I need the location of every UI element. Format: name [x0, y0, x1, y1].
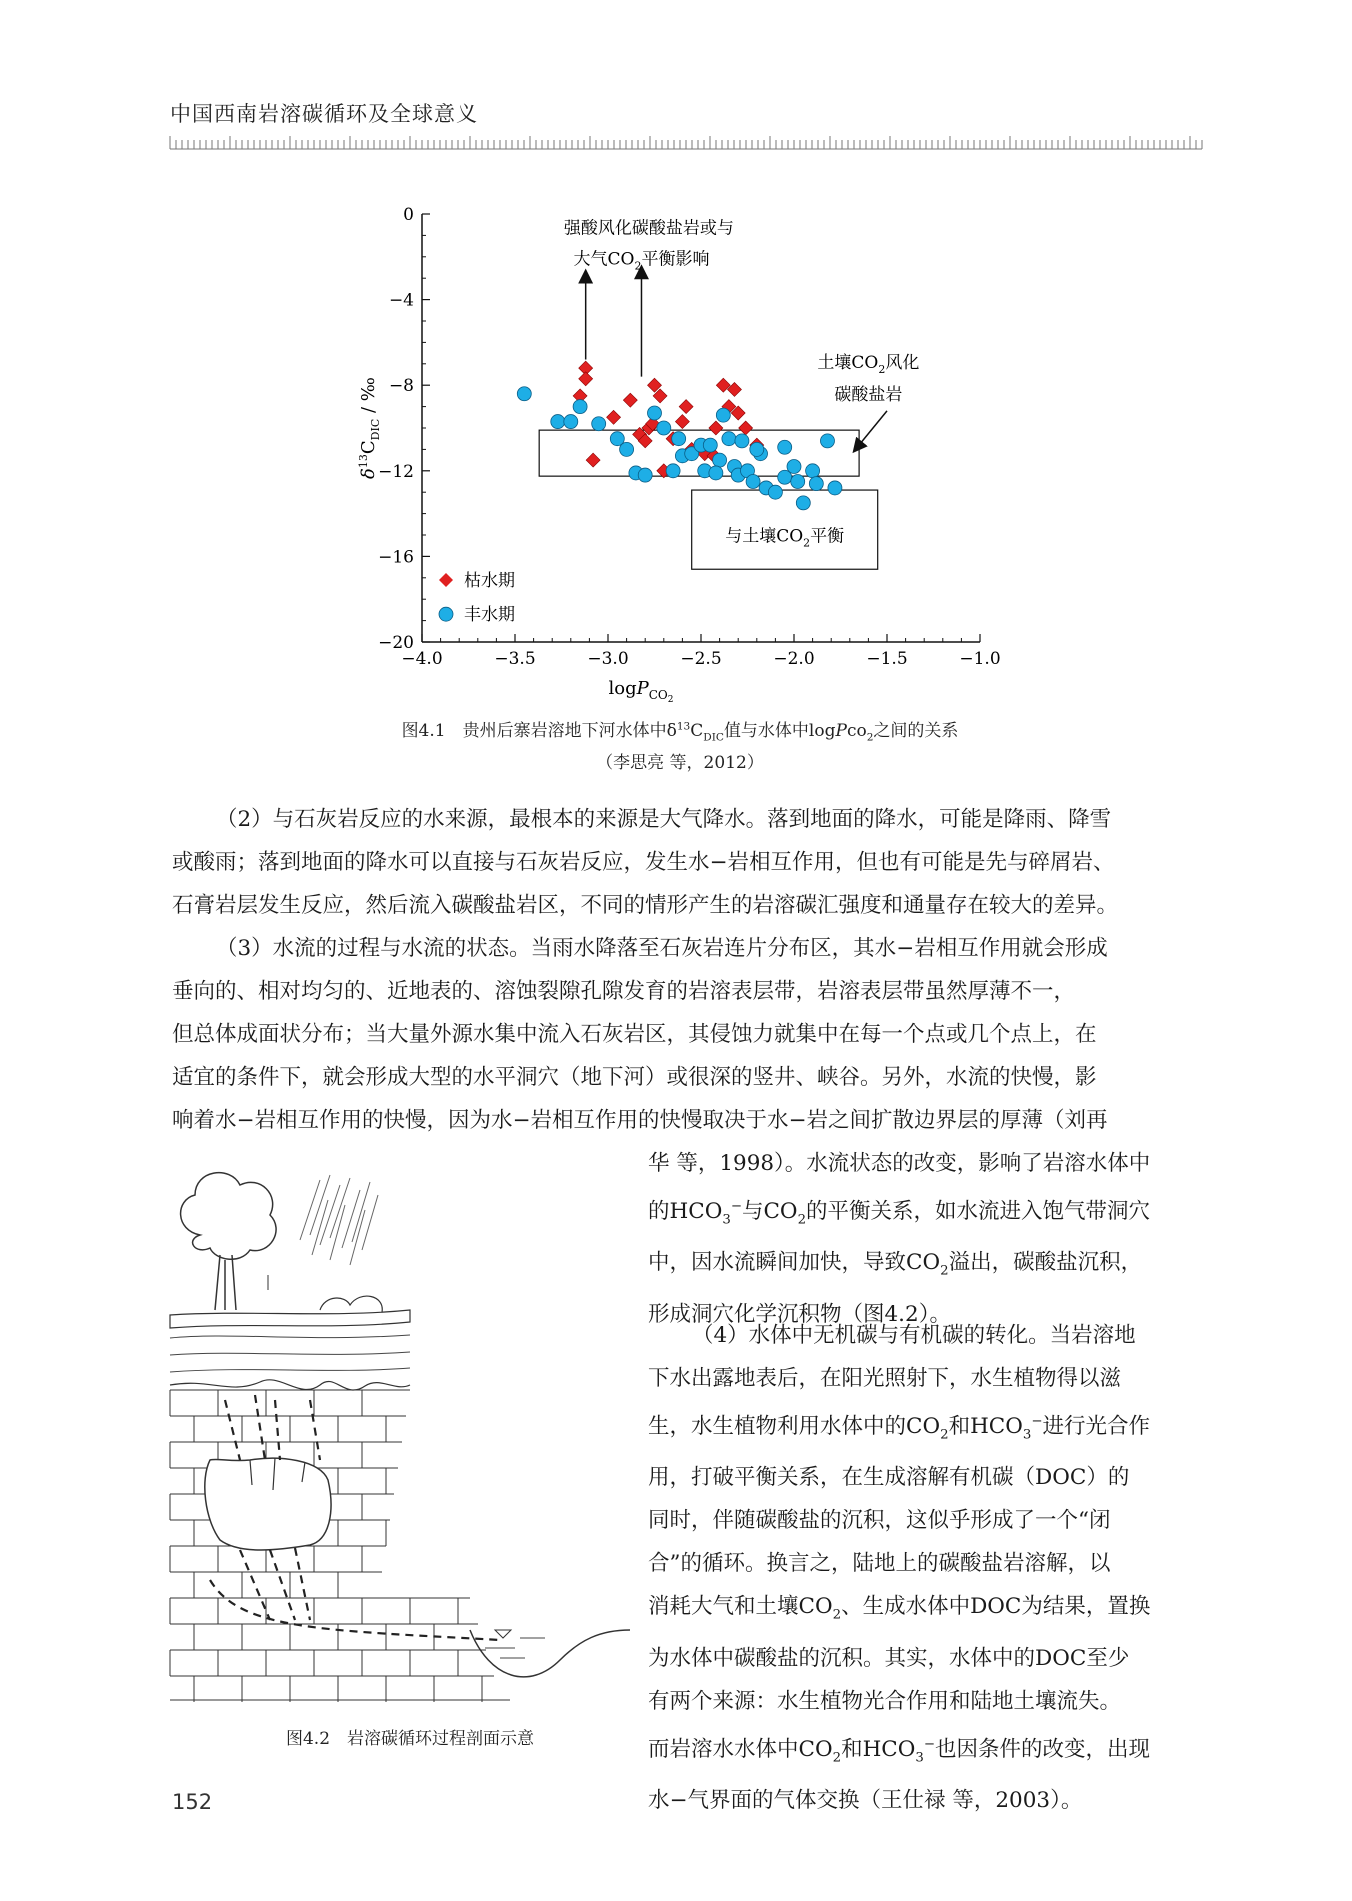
x-tick-label: −2.5 [680, 649, 722, 669]
data-point-wet [768, 485, 782, 499]
data-point-wet [787, 460, 801, 474]
y-tick-label: −16 [378, 547, 414, 568]
data-point-wet [735, 434, 749, 448]
para3-line-3: 但总体成面状分布；当大量外源水集中流入石灰岩区，其侵蚀力就集中在每一个点或几个点上，在 [172, 1022, 1097, 1047]
para2-line-1: （2）与石灰岩反应的水来源，最根本的来源是大气降水。落到地面的降水，可能是降雨、降雪 [216, 807, 1112, 832]
para4-line-2: 下水出露地表后，在阳光照射下，水生植物得以滋 [648, 1366, 1122, 1391]
caption-sub-2: 2 [866, 731, 874, 744]
data-point-wet [592, 417, 606, 431]
y-tick-label: −4 [388, 290, 414, 311]
x-axis-label: logP$_{CO}$2 [608, 678, 674, 705]
y-tick-label: −12 [378, 461, 414, 482]
data-point-wet [666, 464, 680, 478]
x-tick-label: −1.0 [959, 649, 1001, 669]
data-point-dry [679, 400, 693, 414]
para3c-line-1: 华 等，1998）。水流状态的改变，影响了岩溶水体中 [648, 1151, 1151, 1176]
page-number: 152 [172, 1790, 213, 1814]
figure-4-1-caption [300, 716, 1060, 743]
figure-4-2-karst-profile [170, 1160, 630, 1720]
data-point-dry [623, 393, 637, 407]
caption-text-a: 贵州后寨岩溶地下河水体中δ [462, 721, 677, 741]
x-tick-label: −4.0 [401, 649, 443, 669]
para3c-line-4: 形成洞穴化学沉积物（图4.2）。 [648, 1301, 951, 1327]
y-tick-label: 0 [403, 205, 414, 225]
para4-line-4: 用，打破平衡关系，在生成溶解有机碳（DOC）的 [648, 1465, 1130, 1491]
caption-text-d: P [835, 721, 847, 741]
para3c-line-3: 中，因水流瞬间加快，导致$CO_2$溢出，碳酸盐沉积， [648, 1250, 1143, 1279]
caption-sub-dic: DIC [703, 731, 724, 744]
paragraph-2 [172, 798, 1118, 927]
data-point-dry [675, 415, 689, 429]
data-point-wet [709, 466, 723, 480]
data-point-dry [709, 421, 723, 435]
data-point-wet [713, 453, 727, 467]
running-head: 中国西南岩溶碳循环及全球意义 [170, 102, 478, 126]
para4-line-7: 消耗大气和土壤$CO_2$、生成水体中DOC为结果，置换 [648, 1594, 1151, 1623]
data-point-wet [828, 481, 842, 495]
top-label-2: 大气$CO_2$平衡影响 [573, 249, 710, 273]
data-point-wet [573, 400, 587, 414]
data-point-dry [579, 372, 593, 386]
data-point-wet [564, 415, 578, 429]
data-point-wet [791, 475, 805, 489]
paragraph-3-continued [648, 1142, 1150, 1336]
figure-4-1-chart [350, 200, 1001, 705]
caption-text-b: C [690, 721, 704, 741]
data-point-wet [551, 415, 565, 429]
data-point-wet [703, 438, 717, 452]
legend-label-dry: 枯水期 [464, 570, 515, 591]
paragraph-3 [172, 927, 1108, 1142]
arrow-to-box [857, 411, 887, 447]
para4-line-10: 而岩溶水水体中$CO_2$和$HCO_3^-$也因条件的改变，出现 [648, 1736, 1151, 1766]
para4-line-1: （4）水体中无机碳与有机碳的转化。当岩溶地 [692, 1323, 1136, 1348]
data-point-wet [722, 432, 736, 446]
caption-text-e: co [846, 721, 867, 741]
data-point-wet [750, 442, 764, 456]
legend-label-wet: 丰水期 [464, 605, 515, 626]
data-point-wet [638, 468, 652, 482]
data-point-wet [746, 475, 760, 489]
figure-4-1-citation: （李思亮 等，2012） [596, 753, 764, 773]
y-tick-label: −8 [388, 376, 414, 397]
x-tick-label: −3.0 [587, 649, 629, 669]
y-tick-label: −20 [378, 633, 414, 653]
data-point-dry [607, 410, 621, 424]
para4-line-9: 有两个来源：水生植物光合作用和陆地土壤流失。 [648, 1688, 1122, 1714]
equilibrium-box-label: 与土壤$CO_2$平衡 [725, 526, 845, 550]
caption-sup: 13 [676, 720, 691, 733]
figure-4-2-caption: 图4.2 岩溶碳循环过程剖面示意 [285, 1729, 535, 1749]
caption-text-c: 值与水体中log [723, 721, 836, 741]
data-point-wet [806, 464, 820, 478]
data-point-wet [672, 432, 686, 446]
para4-line-6: 合”的循环。换言之，陆地上的碳酸盐岩溶解，以 [648, 1551, 1111, 1577]
para3-line-1: （3）水流的过程与水流的状态。当雨水降落至石灰岩连片分布区，其水−岩相互作用就会形成 [216, 936, 1108, 961]
header-ruler [170, 134, 1202, 150]
data-point-wet [716, 408, 730, 422]
data-point-wet [657, 421, 671, 435]
para4-line-3: 生，水生植物利用水体中的$CO_2$和$HCO_3^-$进行光合作 [648, 1414, 1151, 1443]
paragraph-4 [648, 1314, 1150, 1822]
para4-line-11: 水−气界面的气体交换（王仕禄 等，2003）。 [648, 1788, 1083, 1814]
x-tick-label: −2.0 [773, 649, 815, 669]
top-label-1: 强酸风化碳酸盐岩或与 [563, 218, 734, 239]
legend-marker-dry [439, 573, 453, 587]
soil-label-1: 土壤$CO_2$风化 [817, 353, 920, 377]
para4-line-8: 为水体中碳酸盐的沉积。其实，水体中的DOC至少 [648, 1645, 1130, 1671]
para4-line-5: 同时，伴随碳酸盐的沉积，这似乎形成了一个“闭 [648, 1508, 1111, 1534]
data-point-wet [620, 442, 634, 456]
data-point-wet [796, 496, 810, 510]
para3-line-5: 响着水−岩相互作用的快慢，因为水−岩相互作用的快慢取决于水−岩之间扩散边界层的厚薄（刘再 [172, 1108, 1108, 1133]
para2-line-3: 石膏岩层发生反应，然后流入碳酸盐岩区，不同的情形产生的岩溶碳汇强度和通量存在较大的差异。 [172, 893, 1119, 918]
para3-line-4: 适宜的条件下，就会形成大型的水平洞穴（地下河）或很深的竖井、峡谷。另外，水流的快慢，影 [172, 1065, 1097, 1090]
legend-marker-wet [439, 607, 453, 621]
data-point-dry [739, 421, 753, 435]
soil-label-2: 碳酸盐岩 [834, 385, 903, 406]
data-point-wet [778, 440, 792, 454]
para3c-line-2: 的$HCO_3^-$与$CO_2$的平衡关系，如水流进入饱气带洞穴 [648, 1199, 1151, 1228]
caption-label: 图4.1 [401, 721, 446, 741]
data-point-dry [586, 453, 600, 467]
y-axis-label: $\delta^{13}C_{DIC}$ / ‰ [357, 377, 382, 479]
caption-text-f: 之间的关系 [873, 721, 959, 741]
x-tick-label: −1.5 [866, 649, 908, 669]
data-point-wet [648, 406, 662, 420]
para2-line-2: 或酸雨；落到地面的降水可以直接与石灰岩反应，发生水−岩相互作用，但也有可能是先与碎屑岩、 [172, 850, 1115, 875]
data-point-wet [820, 434, 834, 448]
data-point-wet [517, 387, 531, 401]
data-point-wet [809, 477, 823, 491]
x-tick-label: −3.5 [494, 649, 536, 669]
para3-line-2: 垂向的、相对均匀的、近地表的、溶蚀裂隙孔隙发育的岩溶表层带，岩溶表层带虽然厚薄不一， [172, 979, 1076, 1004]
